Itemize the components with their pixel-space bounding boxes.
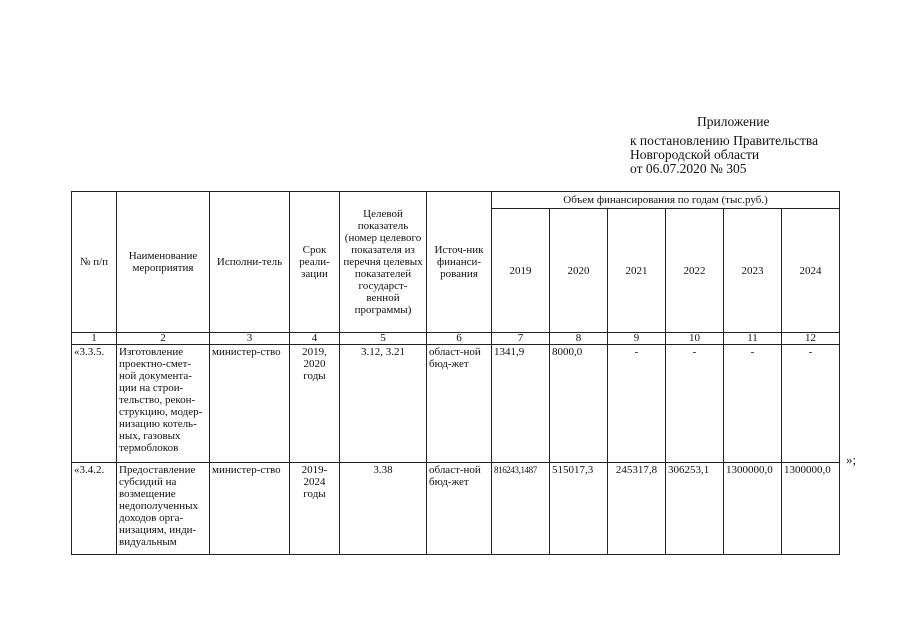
- row-value-2022: -: [666, 345, 724, 463]
- column-number: 7: [492, 333, 550, 345]
- column-number: 6: [427, 333, 492, 345]
- header-year-2021: 2021: [608, 209, 666, 333]
- column-number: 8: [550, 333, 608, 345]
- column-number-row: [72, 333, 840, 345]
- row-value-2020: 8000,0: [550, 345, 608, 463]
- header-num: № п/п: [72, 192, 117, 333]
- appendix-line-3: от 06.07.2020 № 305: [630, 161, 747, 176]
- row-number: «3.3.5.: [72, 345, 117, 463]
- appendix-title: Приложение: [697, 114, 770, 129]
- row-value-2021: -: [608, 345, 666, 463]
- table-row: [72, 345, 840, 463]
- row-value-2019: 816243,1487: [492, 463, 550, 555]
- column-number: 1: [72, 333, 117, 345]
- row-source: област-ной бюд-жет: [427, 463, 492, 555]
- row-value-2023: 1300000,0: [724, 463, 782, 555]
- row-executor: министер-ство: [210, 463, 290, 555]
- appendix-header: [630, 115, 818, 176]
- trailing-quote-mark: »;: [846, 452, 857, 467]
- table-row: [72, 463, 840, 555]
- column-number: 5: [340, 333, 427, 345]
- header-year-2024: 2024: [782, 209, 840, 333]
- row-value-2024: 1300000,0: [782, 463, 840, 555]
- row-value-2020: 515017,3: [550, 463, 608, 555]
- header-funding: Объем финансирования по годам (тыс.руб.): [492, 192, 840, 209]
- header-year-2019: 2019: [492, 209, 550, 333]
- row-target: 3.12, 3.21: [340, 345, 427, 463]
- row-target: 3.38: [340, 463, 427, 555]
- row-number: «3.4.2.: [72, 463, 117, 555]
- header-term: Срок реали-зации: [290, 192, 340, 333]
- row-name: Предоставление субсидий на возмещение недополученных доходов орга-низациям, инди-видуальным: [117, 463, 210, 555]
- column-number: 9: [608, 333, 666, 345]
- header-executor: Исполни-тель: [210, 192, 290, 333]
- header-name: Наименование мероприятия: [117, 192, 210, 333]
- column-number: 10: [666, 333, 724, 345]
- appendix-line-2: Новгородской области: [630, 147, 760, 162]
- header-source: Источ-ник финанси-рования: [427, 192, 492, 333]
- column-number: 12: [782, 333, 840, 345]
- column-number: 4: [290, 333, 340, 345]
- row-term: 2019, 2020 годы: [290, 345, 340, 463]
- header-year-2023: 2023: [724, 209, 782, 333]
- row-value-2024: -: [782, 345, 840, 463]
- row-name: Изготовление проектно-смет-ной документа-ции на строи-тельство, рекон-струкцию, модер-низацию котель-ных, газовых термоблоков: [117, 345, 210, 463]
- financing-table: [71, 191, 840, 555]
- row-source: област-ной бюд-жет: [427, 345, 492, 463]
- column-number: 3: [210, 333, 290, 345]
- row-term: 2019-2024 годы: [290, 463, 340, 555]
- appendix-line-1: к постановлению Правительства: [630, 133, 819, 148]
- column-number: 11: [724, 333, 782, 345]
- row-value-2021: 245317,8: [608, 463, 666, 555]
- row-executor: министер-ство: [210, 345, 290, 463]
- header-row-1: [72, 192, 840, 209]
- row-value-2022: 306253,1: [666, 463, 724, 555]
- header-year-2020: 2020: [550, 209, 608, 333]
- header-year-2022: 2022: [666, 209, 724, 333]
- column-number: 2: [117, 333, 210, 345]
- row-value-2023: -: [724, 345, 782, 463]
- row-value-2019: 1341,9: [492, 345, 550, 463]
- header-target: Целевой показатель (номер целевого показателя из перечня целевых показателей государст-венной программы): [340, 192, 427, 333]
